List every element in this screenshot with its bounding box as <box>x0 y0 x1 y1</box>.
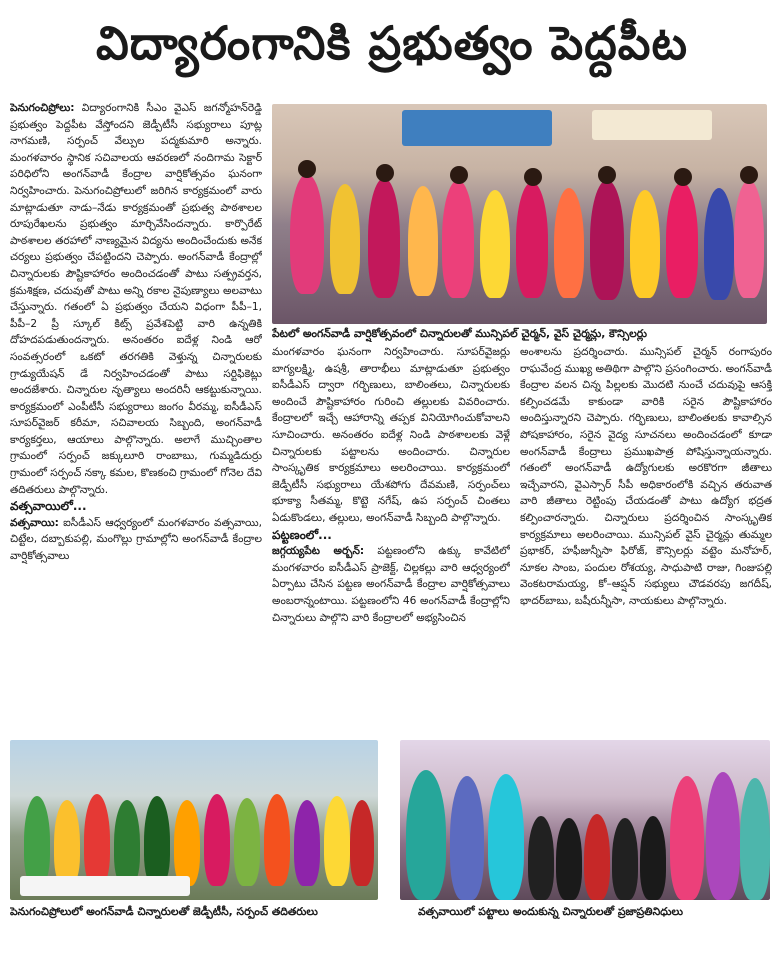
child-head <box>740 166 758 184</box>
child-figure <box>294 800 320 886</box>
child-figure <box>264 794 290 886</box>
child-head <box>674 168 692 186</box>
article-column-2 <box>272 344 510 712</box>
child-figure <box>584 814 610 900</box>
child-figure <box>174 800 200 886</box>
bottom-left-photo <box>10 740 378 900</box>
paragraph <box>10 515 262 565</box>
paragraph-text: అంశాలను ప్రదర్శించారు. మున్సిపల్ చైర్మన్ రంగాపురం రాఘవేంద్ర ముఖ్య అతిథిగా పాల్గొని ప్రసంగించారు. అంగన్‌వాడీ కేంద్రాల వలన చిన్న పిల్లలకు మొదటి నుంచే చదువుపై ఆసక్తి కల్పించడమే కాకుండా వారికి సరైన పౌష్టికాహారం అందిస్తున్నారని చెప్పారు. గర్భిణులు, బాలింతలకు కావాల్సిన పోషకాహారం, సరైన వైద్య సూచనలు అందించడంలో కూడా అంగన్‌వాడీ కేంద్రాలు ప్రముఖపాత్ర పోషిస్తున్నాయన్నారు. గతంలో అంగన్‌వాడీ ఉద్యోగులకు అరకొరగా జీతాలు ఇచ్చేవారని, వైఎస్సార్ సీపీ అధికారంలోకి వచ్చిన తరువాత వారి జీతాలు రెట్టింపు చేయడంతో పాటు ఉద్యోగ భద్రత కల్పించారన్నారు. చిన్నారులు ప్రదర్శించిన సాంస్కృతిక కార్యక్రమాలు అలరించాయి. మున్సిపల్ వైస్ చైర్మన్లు తుమ్మల ప్రభాకర్, హఫీజున్నీసా ఫిరోజ్, కౌన్సిలర్లు వట్టెం మనోహర్, నూకల సాంబ, పందుల రోశయ్య, సాధుపాటి రాజు, గింజుపల్లి వెంకటరామయ్య, కో–ఆప్షన్ సభ్యులు చౌడవరపు జగదీష్, భాదర్‌బాబు, బషీరున్నీసా, నాయకులు పాల్గొన్నారు. <box>520 346 772 607</box>
article-column-1 <box>10 100 262 712</box>
child-head <box>524 168 542 186</box>
paragraph-text: విద్యారంగానికి సీఎం వైఎస్ జగన్మోహన్‌రెడ్డి ప్రభుత్వం పెద్దపీట వేస్తోందని జెడ్పీటీసీ సభ్యురాలు పూట్ల నాగమణి, సర్పంచ్ వేల్పుల పద్మకుమారి అన్నారు. మంగళవారం స్థానిక సచివాలయ ఆవరణలో నందిగామ సెక్టార్ పరిధిలోని అంగన్‌వాడీ కేంద్రాల వార్షికోత్సవం ఘనంగా నిర్వహించారు. పెనుగంచిప్రోలులో జరిగిన కార్యక్రమంలో వారు మాట్లాడుతూ నాడు–నేడు కార్యక్రమంతో ప్రభుత్వ పాఠశాలల రూపురేఖలను ప్రభుత్వం మార్చివేసిందన్నారు. కార్పొరేట్ పాఠశాలల తరహాలో నాణ్యమైన విద్యను అందించేందుకు అనేక చర్యలు ప్రభుత్వం చేపట్టిందని చెప్పారు. అంగన్‌వాడీ కేంద్రాల్లో చిన్నారులకు పౌష్టికాహారం అందించడంతో పాటు సత్ప్రవర్తన, క్రమశిక్షణ, చదువుతో పాటు అన్ని రకాల నైపుణ్యాలు అలవాటు చేస్తున్నారు. గతంలో ఏ ప్రభుత్వం చేయని విధంగా పీపీ–1, పీపీ–2 ప్రీ స్కూల్ కిట్స్ ప్రవేశపెట్టి వారి ఉన్నతికి దోహదపడుతుందన్నారు. అనంతరం ఐదేళ్ల నిండి ఆరో సంవత్సరంలో ఒకటో తరగతికి వెళ్తున్న చిన్నారులకు గ్రాడ్యుయేషన్ డే నిర్వహించడంతో పాటు సర్టిఫికెట్లు అందజేశారు. చిన్నారుల నృత్యాలు అందరినీ ఆకట్టుకున్నాయి. కార్యక్రమంలో ఎంపీటీసీ సభ్యురాలు జంగం వీరమ్మ, ఐసీడీఎస్ సూపర్‌వైజర్ కరీమా, సచివాలయ సిబ్బంది, అంగన్‌వాడీ కార్యకర్తలు, ఆయాలు పాల్గొన్నారు. అలాగే ముచ్చింతాల గ్రామంలో సర్పంచ్ జక్కులూరి రాంబాబు, గుమ్మడిదుర్రు గ్రామంలో సర్పంచ్ నక్కా కమల, కొణకంచి గ్రామంలో గోనెల దేవి తదితరులు పాల్గొన్నారు. <box>10 102 262 496</box>
photo-banner <box>592 110 712 140</box>
child-figure <box>556 818 582 900</box>
bottom-right-photo <box>400 740 770 900</box>
person-figure <box>706 772 740 900</box>
paragraph <box>272 543 510 626</box>
child-figure <box>480 190 510 298</box>
child-figure <box>408 186 438 296</box>
child-head <box>376 164 394 182</box>
child-figure <box>666 182 698 298</box>
photo-table <box>20 876 190 896</box>
child-figure <box>54 800 80 886</box>
child-head <box>298 160 316 178</box>
person-figure <box>406 770 446 900</box>
child-figure <box>640 816 666 900</box>
child-figure <box>368 178 400 298</box>
bottom-right-caption: వత్సవాయిలో పట్టాలు అందుకున్న చిన్నారులతో ప్రజాప్రతినిధులు <box>418 905 683 918</box>
child-figure <box>350 800 374 886</box>
child-figure <box>144 796 170 886</box>
child-figure <box>290 174 324 294</box>
child-figure <box>704 188 734 300</box>
child-figure <box>612 818 638 900</box>
child-figure <box>590 180 624 300</box>
child-figure <box>528 816 554 900</box>
article-column-3 <box>520 344 772 712</box>
child-head <box>598 166 616 184</box>
paragraph <box>10 100 262 498</box>
child-figure <box>330 184 360 294</box>
child-figure <box>630 190 660 298</box>
person-figure <box>740 778 770 900</box>
person-figure <box>488 774 524 900</box>
top-photo-caption: పేటలో అంగన్‌వాడీ వార్షికోత్సవంలో చిన్నారులతో మున్సిపల్ చైర్మన్, వైస్ చైర్మన్లు, కౌన్సిలర్లు <box>272 327 647 340</box>
child-figure <box>234 798 260 886</box>
child-figure <box>114 800 140 886</box>
child-head <box>450 166 468 184</box>
child-figure <box>204 794 230 886</box>
dateline: వత్సవాయి: <box>10 516 59 529</box>
child-figure <box>84 794 110 886</box>
child-figure <box>324 796 350 886</box>
dateline: జగ్గయ్యపేట అర్బన్: <box>272 545 365 558</box>
subheading: వత్సవాయిలో... <box>10 499 87 514</box>
child-figure <box>554 188 584 298</box>
child-figure <box>516 182 548 298</box>
paragraph-text: పట్టణంలోని ఉక్కు కావేటిలో మంగళవారం ఐసీడీఎస్ ప్రాజెక్ట్, చిల్లకల్లు వారి ఆధ్వర్యంలో ఏర్పాటు చేసిన పట్టణ అంగన్‌వాడీ కేంద్రాల వార్షికోత్సవాలు అంబరాన్నంటాయి. పట్టణంలోని 46 అంగన్‌వాడీ కేంద్రాల్లోని చిన్నారులు పాల్గొని వారి కేంద్రాలలో అభ్యసించిన <box>272 545 510 624</box>
paragraph-text: మంగళవారం ఘనంగా నిర్వహించారు. సూపర్‌వైజర్లు బాగ్యలక్ష్మి, ఉషశ్రీ, తారాభీలు మాట్లాడుతూ ప్రభుత్వం ఐసీడీఎస్ ద్వారా గర్భిణులు, బాలింతలు, చిన్నారులకు అందించే పౌష్టికాహారం గురించి తల్లులకు వివరించారు. కేంద్రాలలో ఇచ్చే ఆహారాన్ని తప్పక వినియోగించుకోవాలని సూచించారు. అనంతరం ఐదేళ్ల నిండి పాఠశాలలకు వెళ్లే చిన్నారులకు పట్టాలను అందించారు. చిన్నారుల సాంస్కృతిక కార్యక్రమాలు అలరించాయి. కార్యక్రమంలో జెడ్పీటీసీ సభ్యురాలు యేశపోగు దేవమణి, సర్పంచ్‌లు భూక్యా సీతమ్మ, కొట్టె నగేష్, ఉప సర్పంచ్ చింతలు ఏడుకొండలు, తల్లులు, అంగన్‌వాడీ సిబ్బంది పాల్గొన్నారు. <box>272 346 510 524</box>
dateline: పెనుగంచిప్రోలు: <box>10 102 75 114</box>
top-photo <box>272 104 767 324</box>
person-figure <box>670 776 704 900</box>
photo-banner <box>402 110 552 146</box>
paragraph-text: ఐసీడీఎస్ ఆధ్వర్యంలో మంగళవారం వత్సవాయి, చిట్టేల, దబ్బాకుపల్లి, మంగొల్లు గ్రామాల్లోని అంగన్‌వాడీ కేంద్రాల వార్షికోత్సవాలు <box>10 516 262 563</box>
bottom-left-caption: పెనుగంచిప్రోలులో అంగన్‌వాడీ చిన్నారులతో జెడ్పీటీసీ, సర్పంచ్ తదితరులు <box>10 905 318 918</box>
subheading: పట్టణంలో... <box>272 527 332 542</box>
child-figure <box>442 180 474 298</box>
child-figure <box>24 796 50 886</box>
headline: విద్యారంగానికి ప్రభుత్వం పెద్దపీట <box>96 16 688 70</box>
child-figure <box>734 180 764 298</box>
person-figure <box>450 776 484 900</box>
